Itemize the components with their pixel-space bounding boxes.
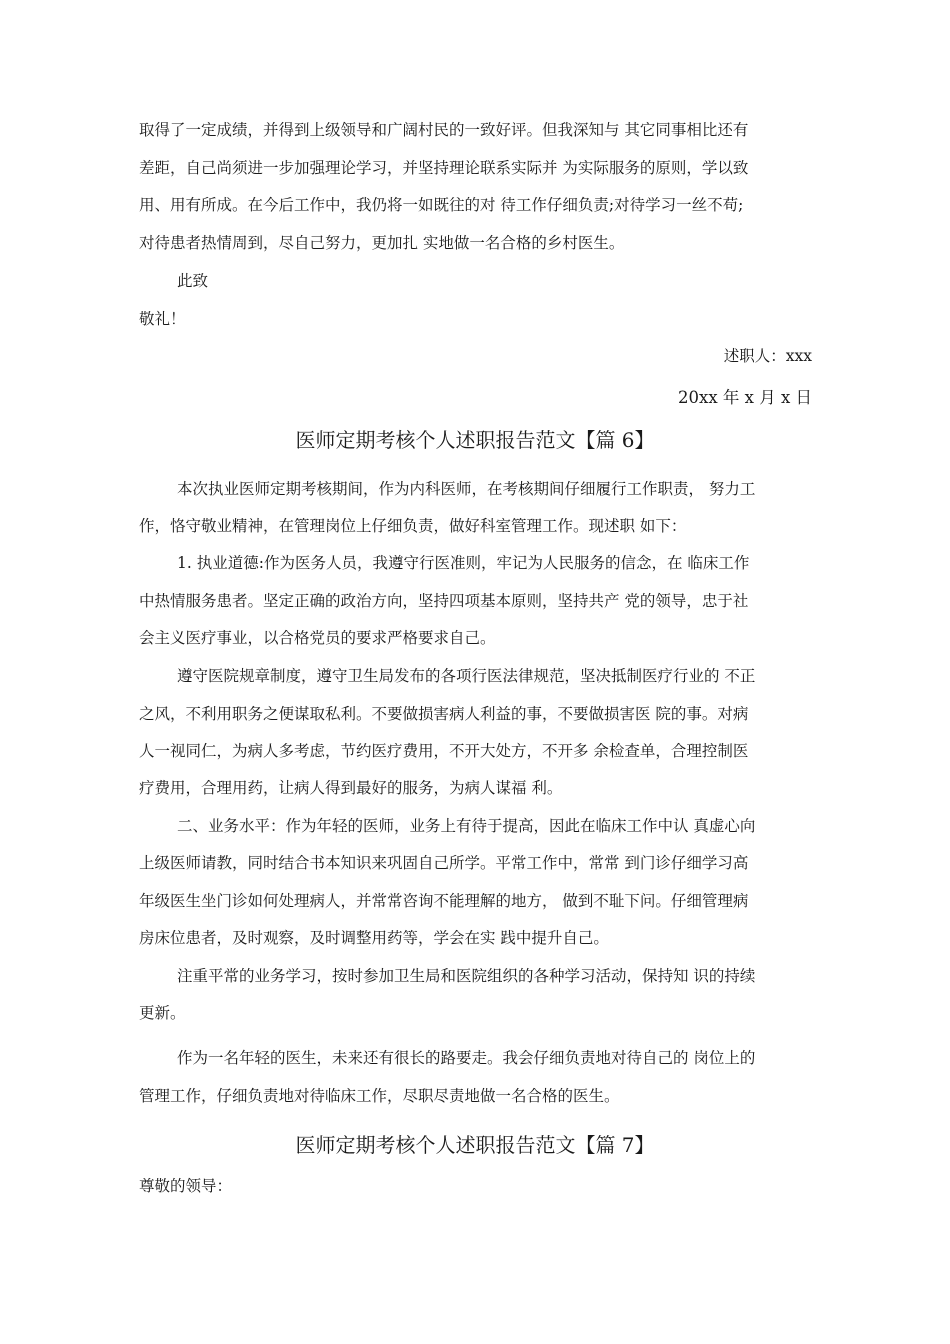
s6-p3-line-4: 疗费用，合理用药，让病人得到最好的服务，为病人谋福 利。 [139,779,563,797]
s6-p4-line-1: 二、业务水平：作为年轻的医师，业务上有待于提高，因此在临床工作中认 真虚心向 [177,817,756,835]
s6-p2-line-3: 会主义医疗事业，以合格党员的要求严格要求自己。 [139,629,496,647]
s6-p3-line-2: 之风，不利用职务之便谋取私利。不要做损害病人利益的事，不要做损害医 院的事。对病 [139,705,749,723]
s6-p4-line-4: 房床位患者，及时观察，及时调整用药等，学会在实 践中提升自己。 [139,929,609,947]
s6-p6-line-2: 管理工作，仔细负责地对待临床工作，尽职尽责地做一名合格的医生。 [139,1087,620,1105]
s6-p4-line-3: 年级医生坐门诊如何处理病人，并常常咨询不能理解的地方， 做到不耻下问。仔细管理病 [139,892,749,910]
s6-p5-line-1: 注重平常的业务学习，按时参加卫生局和医院组织的各种学习活动，保持知 识的持续 [177,967,756,985]
signer: 述职人：xxx [723,347,812,365]
s6-p2-line-1: 1. 执业道德:作为医务人员，我遵守行医准则，牢记为人民服务的信念，在 临床工作 [177,554,750,572]
s7-salutation: 尊敬的领导： [139,1177,233,1195]
s6-p3-line-1: 遵守医院规章制度，遵守卫生局发布的各项行医法律规范，坚决抵制医疗行业的 不正 [177,667,756,685]
section6-heading: 医师定期考核个人述职报告范文【篇 6】 [295,428,655,452]
s6-p6-line-1: 作为一名年轻的医生，未来还有很长的路要走。我会仔细负责地对待自己的 岗位上的 [177,1049,756,1067]
s6-p5-line-2: 更新。 [139,1004,186,1022]
s6-p3-line-3: 人一视同仁，为病人多考虑，节约医疗费用，不开大处方，不开多 余检查单，合理控制医 [139,742,749,760]
intro-line-3: 用、用有所成。在今后工作中，我仍将一如既往的对 待工作仔细负责;对待学习一丝不苟; [139,196,744,214]
intro-line-4: 对待患者热情周到，尽自己努力，更加扎 实地做一名合格的乡村医生。 [139,234,625,252]
s6-p4-line-2: 上级医师请教，同时结合书本知识来巩固自己所学。平常工作中，常常 到门诊仔细学习高 [139,854,749,872]
s6-p1-line-1: 本次执业医师定期考核期间，作为内科医师，在考核期间仔细履行工作职责， 努力工 [177,480,756,498]
s6-p2-line-2: 中热情服务患者。坚定正确的政治方向，坚持四项基本原则，坚持共产 党的领导，忠于社 [139,592,749,610]
intro-line-2: 差距，自己尚须进一步加强理论学习，并坚持理论联系实际并 为实际服务的原则，学以致 [139,159,749,177]
s6-p1-line-2: 作，恪守敬业精神，在管理岗位上仔细负责，做好科室管理工作。现述职 如下： [139,517,687,535]
section7-heading: 医师定期考核个人述职报告范文【篇 7】 [295,1133,655,1157]
intro-line-1: 取得了一定成绩，并得到上级领导和广阔村民的一致好评。但我深知与 其它同事相比还有 [139,121,749,139]
report-date: 20xx 年 x 月 x 日 [678,388,812,407]
closing-jingli: 敬礼！ [139,310,186,328]
closing-cizhi: 此致 [177,272,209,290]
